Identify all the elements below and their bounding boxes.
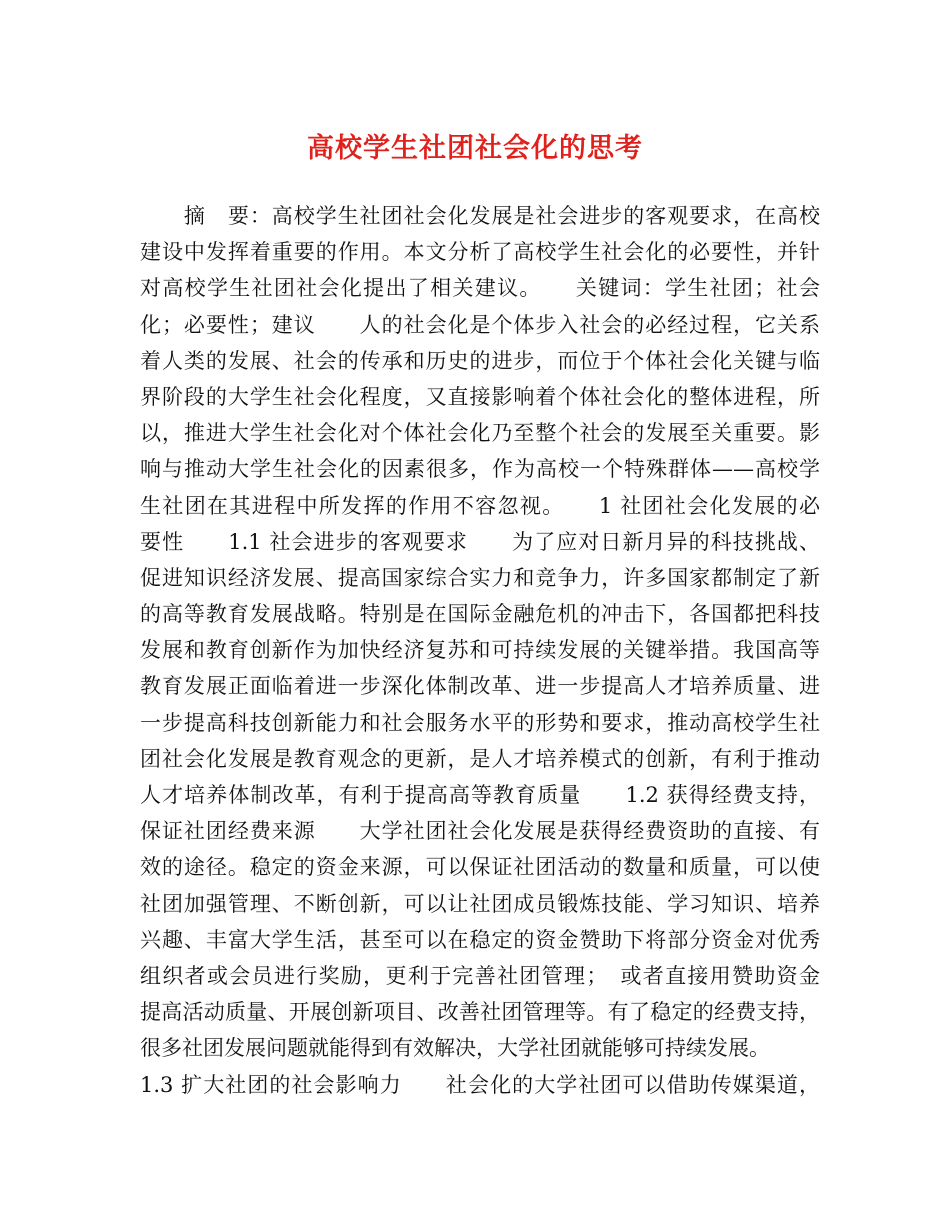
body-line: 1.3 扩大社团的社会影响力 社会化的大学社团可以借助传媒渠道， (140, 1072, 820, 1097)
body-line: 人才培养体制改革，有利于提高高等教育质量 1.2 获得经费支持， (140, 783, 820, 807)
body-line: 化；必要性；建议 人的社会化是个体步入社会的必经过程，它关系 (140, 312, 820, 337)
body-line: 保证社团经费来源 大学社团社会化发展是获得经费资助的直接、有 (140, 819, 820, 844)
body-line: 效的途径。稳定的资金来源，可以保证社团活动的数量和质量，可以使 (140, 855, 820, 880)
body-line: 建设中发挥着重要的作用。本文分析了高校学生社会化的必要性，并针 (140, 240, 820, 265)
body-line: 团社会化发展是教育观念的更新，是人才培养模式的创新，有利于推动 (140, 746, 820, 771)
document-body (140, 198, 820, 1103)
body-line: 的高等教育发展战略。特别是在国际金融危机的冲击下，各国都把科技 (140, 602, 820, 627)
body-line: 促进知识经济发展、提高国家综合实力和竞争力，许多国家都制定了新 (140, 565, 820, 590)
body-line: 摘 要：高校学生社团社会化发展是社会进步的客观要求，在高校 (140, 204, 820, 228)
body-line: 响与推动大学生社会化的因素很多，作为高校一个特殊群体——高校学 (140, 457, 820, 482)
body-line: 生社团在其进程中所发挥的作用不容忽视。 1 社团社会化发展的必 (140, 493, 820, 518)
body-line: 教育发展正面临着进一步深化体制改革、进一步提高人才培养质量、进 (140, 674, 820, 699)
body-line: 社团加强管理、不断创新，可以让社团成员锻炼技能、学习知识、培养 (140, 891, 820, 916)
body-line: 要性 1.1 社会进步的客观要求 为了应对日新月异的科技挑战、 (140, 529, 820, 554)
body-line: 组织者或会员进行奖励，更利于完善社团管理； 或者直接用赞助资金 (140, 963, 820, 988)
body-line: 着人类的发展、社会的传承和历史的进步，而位于个体社会化关键与临 (140, 348, 820, 373)
document-title: 高校学生社团社会化的思考 (307, 133, 643, 164)
body-line: 兴趣、丰富大学生活，甚至可以在稳定的资金赞助下将部分资金对优秀 (140, 927, 820, 952)
body-line: 以，推进大学生社会化对个体社会化乃至整个社会的发展至关重要。影 (140, 421, 820, 446)
body-line: 界阶段的大学生社会化程度，又直接影响着个体社会化的整体进程，所 (140, 384, 820, 409)
body-line: 提高活动质量、开展创新项目、改善社团管理等。有了稳定的经费支持， (140, 1000, 820, 1025)
body-line: 对高校学生社团社会化提出了相关建议。 关键词：学生社团；社会 (140, 276, 820, 301)
body-line: 发展和教育创新作为加快经济复苏和可持续发展的关键举措。我国高等 (140, 638, 820, 663)
body-line: 一步提高科技创新能力和社会服务水平的形势和要求，推动高校学生社 (140, 710, 820, 735)
body-line: 很多社团发展问题就能得到有效解决，大学社团就能够可持续发展。 (140, 1036, 770, 1061)
